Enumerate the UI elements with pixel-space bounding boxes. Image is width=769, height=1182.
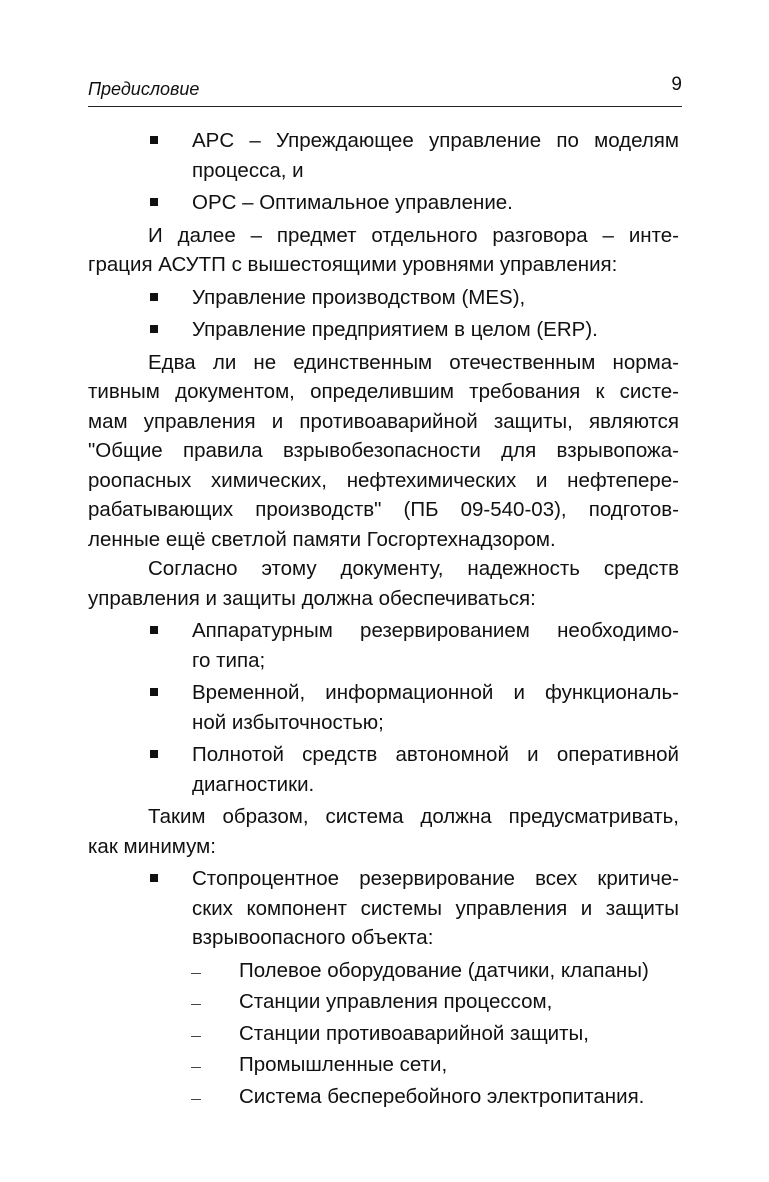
list-item (88, 315, 679, 345)
text-line: мам управления и противоаварийной защиты, являются (88, 409, 679, 433)
list-item (88, 126, 679, 185)
section-title: Предисловие (88, 79, 200, 99)
text-line: Промышленные сети, (239, 1053, 448, 1076)
text-line: "Общие правила взрывобезопасности для взрывопожа- (88, 439, 679, 462)
text-line: грация АСУТП с вышестоящими уровнями управления: (88, 253, 618, 276)
text-line: Стопроцентное резервирование всех критиче- (192, 867, 679, 890)
text-line: рабатывающих производств" (ПБ 09-540-03), подготов- (88, 498, 679, 521)
sub-list-item (88, 1019, 679, 1049)
paragraph-minimum (88, 802, 679, 861)
dash-bullet-icon (191, 1004, 201, 1005)
text-line: Управление производством (MES), (192, 285, 526, 309)
square-bullet-icon (150, 688, 158, 696)
dash-bullet-icon (191, 1067, 201, 1068)
text-line: Полевое оборудование (датчики, клапаны) (239, 958, 649, 982)
page-number: 9 (671, 74, 682, 95)
text-line: управления и защиты должна обеспечиваться: (88, 586, 536, 610)
list-item (88, 864, 679, 953)
text-line: Согласно этому документу, надежность средств (148, 557, 679, 580)
bullet-list-control-levels (88, 126, 679, 218)
text-line: процесса, и (192, 158, 304, 182)
text-line: И далее – предмет отдельного разговора – инте- (148, 223, 679, 247)
sub-list-item (88, 956, 679, 986)
square-bullet-icon (150, 325, 158, 333)
square-bullet-icon (150, 293, 158, 301)
page-body (88, 126, 679, 1113)
text-line: роопасных химических, нефтехимических и нефтепере- (88, 468, 679, 492)
dash-list-components (88, 956, 679, 1112)
square-bullet-icon (150, 874, 158, 882)
bullet-list-redundancy (88, 864, 679, 953)
square-bullet-icon (150, 750, 158, 758)
square-bullet-icon (150, 198, 158, 206)
text-line: Полнотой средств автономной и оперативной (192, 743, 679, 766)
text-line: как минимум: (88, 834, 216, 858)
text-line: го типа; (192, 648, 266, 672)
text-line: Станции противоаварийной защиты, (239, 1021, 589, 1045)
dash-bullet-icon (191, 1036, 201, 1037)
sub-list-item (88, 1050, 679, 1080)
text-line: APC – Упреждающее управление по моделям (192, 129, 679, 152)
square-bullet-icon (150, 136, 158, 144)
bullet-list-reliability-means (88, 616, 679, 799)
paragraph-integration (88, 221, 679, 280)
header-divider (88, 106, 682, 107)
text-line: Едва ли не единственным отечественным норма- (148, 350, 679, 374)
paragraph-regulations (88, 348, 679, 555)
list-item (88, 616, 679, 675)
text-line: Система бесперебойного электропитания. (239, 1084, 645, 1108)
dash-bullet-icon (191, 973, 201, 974)
list-item (88, 678, 679, 737)
text-line: тивным документом, определившим требования к систе- (88, 380, 679, 403)
bullet-list-upper-levels (88, 283, 679, 345)
text-line: ной избыточностью; (192, 710, 384, 734)
text-line: Управление предприятием в целом (ERP). (192, 318, 598, 341)
sub-list-item (88, 1082, 679, 1112)
dash-bullet-icon (191, 1099, 201, 1100)
text-line: ленные ещё светлой памяти Госгортехнадзором. (88, 527, 556, 551)
text-line: Временной, информационной и функциональ- (192, 681, 679, 704)
text-line: диагностики. (192, 772, 315, 796)
list-item (88, 283, 679, 313)
list-item (88, 740, 679, 799)
list-item (88, 188, 679, 218)
sub-list-item (88, 987, 679, 1017)
running-header (88, 74, 682, 102)
paragraph-reliability (88, 554, 679, 613)
text-line: ских компонент системы управления и защиты (192, 896, 679, 920)
text-line: Аппаратурным резервированием необходимо- (192, 619, 679, 642)
text-line: взрывоопасного объекта: (192, 926, 434, 949)
square-bullet-icon (150, 626, 158, 634)
text-line: Станции управления процессом, (239, 990, 553, 1013)
text-line: Таким образом, система должна предусматривать, (148, 805, 679, 828)
text-line: OPC – Оптимальное управление. (192, 191, 513, 214)
